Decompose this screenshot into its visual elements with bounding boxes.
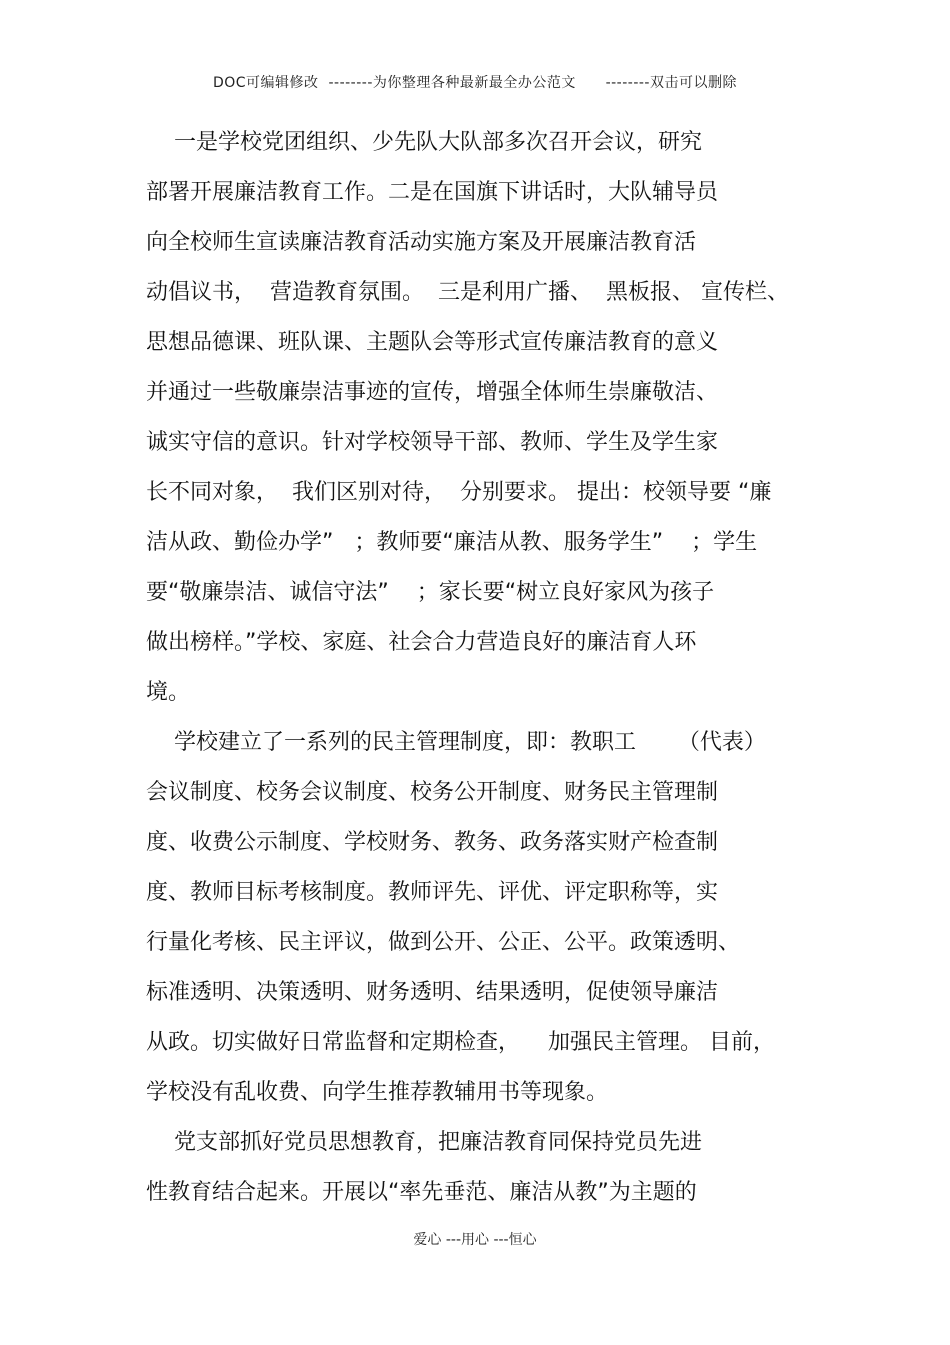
text-line: 部署开展廉洁教育工作。二是在国旗下讲话时，大队辅导员	[146, 180, 719, 205]
text-line: 性教育结合起来。开展以“率先垂范、廉洁从教”为主题的	[146, 1180, 697, 1205]
text-line: 行量化考核、民主评议，做到公开、公正、公平。政策透明、	[146, 930, 741, 955]
text-line: 会议制度、校务会议制度、校务公开制度、财务民主管理制	[146, 780, 719, 805]
text-line: 做出榜样。”学校、家庭、社会合力营造良好的廉洁育人环	[146, 630, 697, 655]
text-line: 向全校师生宣读廉洁教育活动实施方案及开展廉洁教育活	[146, 230, 697, 255]
text-line: 思想品德课、班队课、主题队会等形式宣传廉洁教育的意义	[146, 330, 719, 355]
text-line: 党支部抓好党员思想教育，把廉洁教育同保持党员先进	[146, 1130, 702, 1155]
text-line: 境。	[146, 680, 191, 705]
text-line: 度、收费公示制度、学校财务、教务、政务落实财产检查制	[146, 830, 719, 855]
text-line: 长不同对象， 我们区别对待， 分别要求。 提出：校领导要 “廉	[146, 480, 772, 505]
text-line: 从政。切实做好日常监督和定期检查， 加强民主管理。 目前，	[146, 1030, 775, 1055]
text-line: 学校没有乱收费、向学生推荐教辅用书等现象。	[146, 1080, 609, 1105]
page-header: DOC可编辑修改 --------为你整理各种最新最全办公范文 --------双击可以删除	[212, 75, 737, 91]
text-line: 学校建立了一系列的民主管理制度，即：教职工 （代表）	[146, 730, 766, 755]
document-body	[146, 126, 806, 1226]
page-footer: 爱心 ---用心 ---恒心	[413, 1232, 537, 1248]
text-line: 标准透明、决策透明、财务透明、结果透明，促使领导廉洁	[146, 980, 719, 1005]
text-line: 诚实守信的意识。针对学校领导干部、教师、学生及学生家	[146, 430, 719, 455]
text-line: 洁从政、勤俭办学” ；教师要“廉洁从教、服务学生” ；学生	[146, 530, 758, 555]
text-line: 度、教师目标考核制度。教师评先、评优、评定职称等，实	[146, 880, 719, 905]
text-line: 动倡议书， 营造教育氛围。 三是利用广播、 黑板报、 宣传栏、	[146, 280, 789, 305]
text-line: 一是学校党团组织、少先队大队部多次召开会议，研究	[146, 130, 702, 155]
text-line: 要“敬廉崇洁、诚信守法” ；家长要“树立良好家风为孩子	[146, 580, 715, 605]
text-line: 并通过一些敬廉崇洁事迹的宣传，增强全体师生崇廉敬洁、	[146, 380, 719, 405]
